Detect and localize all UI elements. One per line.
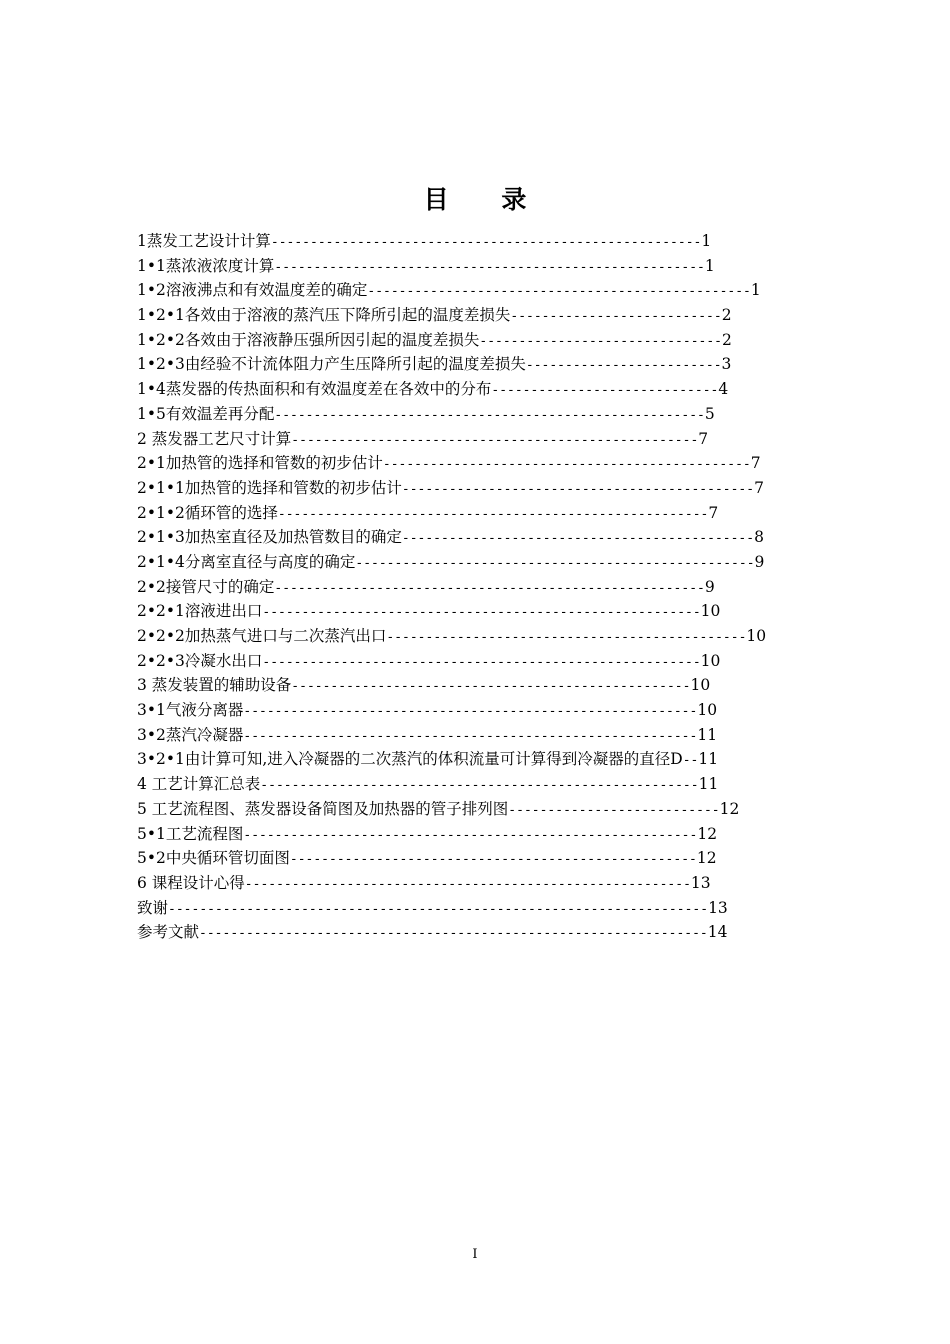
toc-entry-title: 3•2•1由计算可知,进入冷凝器的二次蒸汽的体积流量可计算得到冷凝器的直径D bbox=[137, 750, 683, 769]
toc-entry-title: 3•2蒸汽冷凝器 bbox=[137, 725, 244, 744]
toc-entry-title: 2•1•1加热管的选择和管数的初步估计 bbox=[137, 478, 402, 497]
toc-entry-leader: ---------------------------------------------------- bbox=[291, 432, 699, 448]
toc-entry[interactable] bbox=[137, 451, 857, 476]
toc-entry-title: 1•2•3由经验不计流体阻力产生压降所引起的温度差损失 bbox=[137, 355, 526, 374]
toc-entry-page-number: 7 bbox=[750, 454, 761, 473]
toc-entry[interactable] bbox=[137, 476, 857, 501]
toc-entry-leader: --------------------------------------------------- bbox=[355, 555, 755, 571]
toc-entry[interactable] bbox=[137, 377, 857, 402]
toc-entry[interactable] bbox=[137, 550, 857, 575]
toc-entry-title: 1蒸发工艺设计计算 bbox=[137, 232, 271, 250]
toc-entry-leader: -------------------------------------------------------- bbox=[262, 605, 701, 621]
toc-entry-title: 1•2•1各效由于溶液的蒸汽压下降所引起的温度差损失 bbox=[137, 306, 511, 325]
toc-entry-page-number: 2 bbox=[722, 330, 732, 349]
toc-entry-leader: ----------------------------- bbox=[491, 383, 719, 399]
toc-entry[interactable] bbox=[137, 624, 857, 649]
toc-entry-page-number: 13 bbox=[690, 873, 711, 892]
toc-entry[interactable] bbox=[137, 822, 857, 847]
toc-entry-title: 3•1气液分离器 bbox=[137, 701, 244, 720]
toc-entry-leader: -------------------------------------------------------- bbox=[260, 778, 699, 794]
toc-entry-leader: ---------------------------------------------------- bbox=[289, 852, 697, 868]
page-title: 目 录 bbox=[423, 185, 549, 214]
toc-entry-page-number: 12 bbox=[719, 799, 740, 818]
toc-entry-leader: ------------------------------------------------------- bbox=[274, 259, 705, 275]
toc-entry-leader: --------------------------------------------- bbox=[401, 481, 755, 497]
toc-entry[interactable] bbox=[137, 797, 857, 822]
toc-entry-title: 1•2•2各效由于溶液静压强所因引起的温度差损失 bbox=[137, 330, 480, 349]
toc-entry[interactable] bbox=[137, 575, 857, 600]
toc-entry-title: 2•1加热管的选择和管数的初步估计 bbox=[137, 454, 383, 473]
toc-entry-title: 参考文献 bbox=[137, 923, 200, 942]
toc-entry-title: 1•5有效温差再分配 bbox=[137, 404, 275, 423]
toc-entry-page-number: 7 bbox=[698, 429, 709, 448]
toc-entry-title: 2•2•1溶液进出口 bbox=[137, 602, 263, 621]
toc-entry-leader: ---------------------------------------------------------- bbox=[243, 827, 698, 843]
toc-entry-leader: --------------------------------------------------- bbox=[291, 679, 691, 695]
toc-entry-page-number: 9 bbox=[754, 552, 765, 571]
toc-entry-title: 6 课程设计心得 bbox=[137, 873, 245, 892]
toc-entry[interactable] bbox=[137, 501, 857, 526]
toc-entry[interactable] bbox=[137, 747, 857, 772]
toc-entry-page-number: 1 bbox=[704, 256, 715, 275]
toc-entry-title: 5 工艺流程图、蒸发器设备简图及加热器的管子排列图 bbox=[137, 799, 509, 818]
toc-entry-leader: -------------------------------------------------------- bbox=[262, 654, 701, 670]
toc-entry-leader: --------------------------------------------- bbox=[401, 531, 755, 547]
toc-entry-page-number: 14 bbox=[707, 923, 728, 942]
page-footer bbox=[0, 1246, 950, 1264]
toc-entry[interactable] bbox=[137, 772, 857, 797]
toc-entry[interactable] bbox=[137, 723, 857, 748]
toc-entry-page-number: 3 bbox=[721, 355, 732, 374]
toc-entry-leader: ---------------------------------------------------------- bbox=[243, 704, 698, 720]
toc-entry-page-number: 11 bbox=[698, 750, 719, 769]
toc-entry-page-number: 12 bbox=[697, 824, 718, 843]
toc-entry[interactable] bbox=[137, 352, 857, 377]
toc-entry-title: 致谢 bbox=[137, 898, 169, 917]
toc-entry-title: 2•2•3冷凝水出口 bbox=[137, 651, 263, 670]
toc-entry-title: 2•2接管尺寸的确定 bbox=[137, 577, 275, 596]
toc-entry-leader: ------------------------------------------------- bbox=[367, 284, 751, 300]
toc-entry-title: 4 工艺计算汇总表 bbox=[137, 775, 261, 794]
toc-entry[interactable] bbox=[137, 402, 857, 427]
toc-entry[interactable] bbox=[137, 229, 857, 254]
toc-entry-leader: ------------------------------------------------------- bbox=[270, 235, 702, 250]
toc-entry-leader: ------------------------------- bbox=[479, 333, 723, 349]
toc-entry-leader: ----------------------------------------------------------------- bbox=[199, 926, 708, 942]
toc-entry-page-number: 1 bbox=[750, 281, 761, 300]
toc-entry-title: 2•2•2加热蒸气进口与二次蒸汽出口 bbox=[137, 627, 387, 645]
toc-entry-page-number: 11 bbox=[697, 725, 718, 744]
toc-entry-leader: --------------------------------------------------------- bbox=[244, 876, 691, 892]
toc-entry-page-number: 10 bbox=[690, 676, 711, 695]
toc-entry-title: 2•1•3加热室直径及加热管数目的确定 bbox=[137, 528, 402, 547]
toc-entry-page-number: 12 bbox=[696, 849, 717, 868]
toc-entry[interactable] bbox=[137, 427, 857, 452]
toc-entry-page-number: 11 bbox=[698, 775, 719, 794]
toc-entry-title: 1•1蒸浓液浓度计算 bbox=[137, 256, 275, 275]
toc-entry-leader: --------------------------- bbox=[510, 309, 722, 325]
toc-entry[interactable] bbox=[137, 698, 857, 723]
toc-entry[interactable] bbox=[137, 328, 857, 353]
toc-entry-title: 2•1•4分离室直径与高度的确定 bbox=[137, 552, 356, 571]
toc-entry-leader: ------------------------------------------------------- bbox=[274, 407, 705, 423]
toc-entry[interactable] bbox=[137, 673, 857, 698]
toc-entry-page-number: 10 bbox=[700, 602, 721, 621]
toc-entry-leader: -- bbox=[682, 753, 699, 769]
toc-entry-page-number: 7 bbox=[708, 503, 719, 522]
toc-entry-page-number: 1 bbox=[701, 232, 712, 250]
toc-entry-page-number: 10 bbox=[746, 627, 767, 645]
toc-entry-page-number: 9 bbox=[704, 577, 715, 596]
toc-entry-page-number: 10 bbox=[700, 651, 721, 670]
toc-entry-leader: ------------------------------------------------------- bbox=[274, 580, 705, 596]
toc-entry-leader: --------------------------------------------------------------------- bbox=[168, 901, 709, 917]
toc-entry[interactable] bbox=[137, 896, 857, 921]
toc-entry[interactable] bbox=[137, 599, 857, 624]
toc-entry-page-number: 7 bbox=[754, 478, 764, 497]
toc-entry-title: 2•1•2循环管的选择 bbox=[137, 503, 278, 522]
toc-entry-title: 1•2溶液沸点和有效温度差的确定 bbox=[137, 281, 368, 300]
toc-entry[interactable] bbox=[137, 871, 857, 896]
toc-entry-leader: ------------------------------------------------------- bbox=[277, 506, 709, 522]
toc-entry[interactable] bbox=[137, 278, 857, 303]
toc-entry-title: 5•1工艺流程图 bbox=[137, 824, 244, 843]
toc-entry-title: 1•4蒸发器的传热面积和有效温度差在各效中的分布 bbox=[137, 380, 492, 399]
toc-entry-title: 5•2中央循环管切面图 bbox=[137, 849, 290, 868]
toc-entry[interactable] bbox=[137, 525, 857, 550]
toc-entry-leader: ---------------------------------------------------------- bbox=[243, 728, 698, 744]
toc-entry-title: 3 蒸发装置的辅助设备 bbox=[137, 676, 292, 695]
toc-entry-page-number: 8 bbox=[754, 528, 764, 547]
toc-entry-leader: ----------------------------------------------- bbox=[382, 457, 751, 473]
toc-entry-title: 2 蒸发器工艺尺寸计算 bbox=[137, 429, 292, 448]
toc-entry-leader: --------------------------- bbox=[508, 802, 720, 818]
toc-entry-page-number: 13 bbox=[708, 898, 728, 917]
toc-entry-page-number: 5 bbox=[704, 404, 715, 423]
toc-entry-page-number: 10 bbox=[697, 701, 718, 720]
toc-entry-page-number: 2 bbox=[721, 306, 732, 325]
toc-entry[interactable] bbox=[137, 649, 857, 674]
toc-entry[interactable] bbox=[137, 254, 857, 279]
toc-entry-page-number: 4 bbox=[718, 380, 729, 399]
toc-entry[interactable] bbox=[137, 846, 857, 871]
table-of-contents bbox=[137, 229, 857, 945]
toc-entry-leader: ---------------------------------------------- bbox=[386, 630, 747, 645]
toc-entry[interactable] bbox=[137, 920, 857, 945]
toc-entry-leader: ------------------------- bbox=[525, 358, 722, 374]
footer-page-number: I bbox=[472, 1247, 478, 1262]
toc-entry[interactable] bbox=[137, 303, 857, 328]
